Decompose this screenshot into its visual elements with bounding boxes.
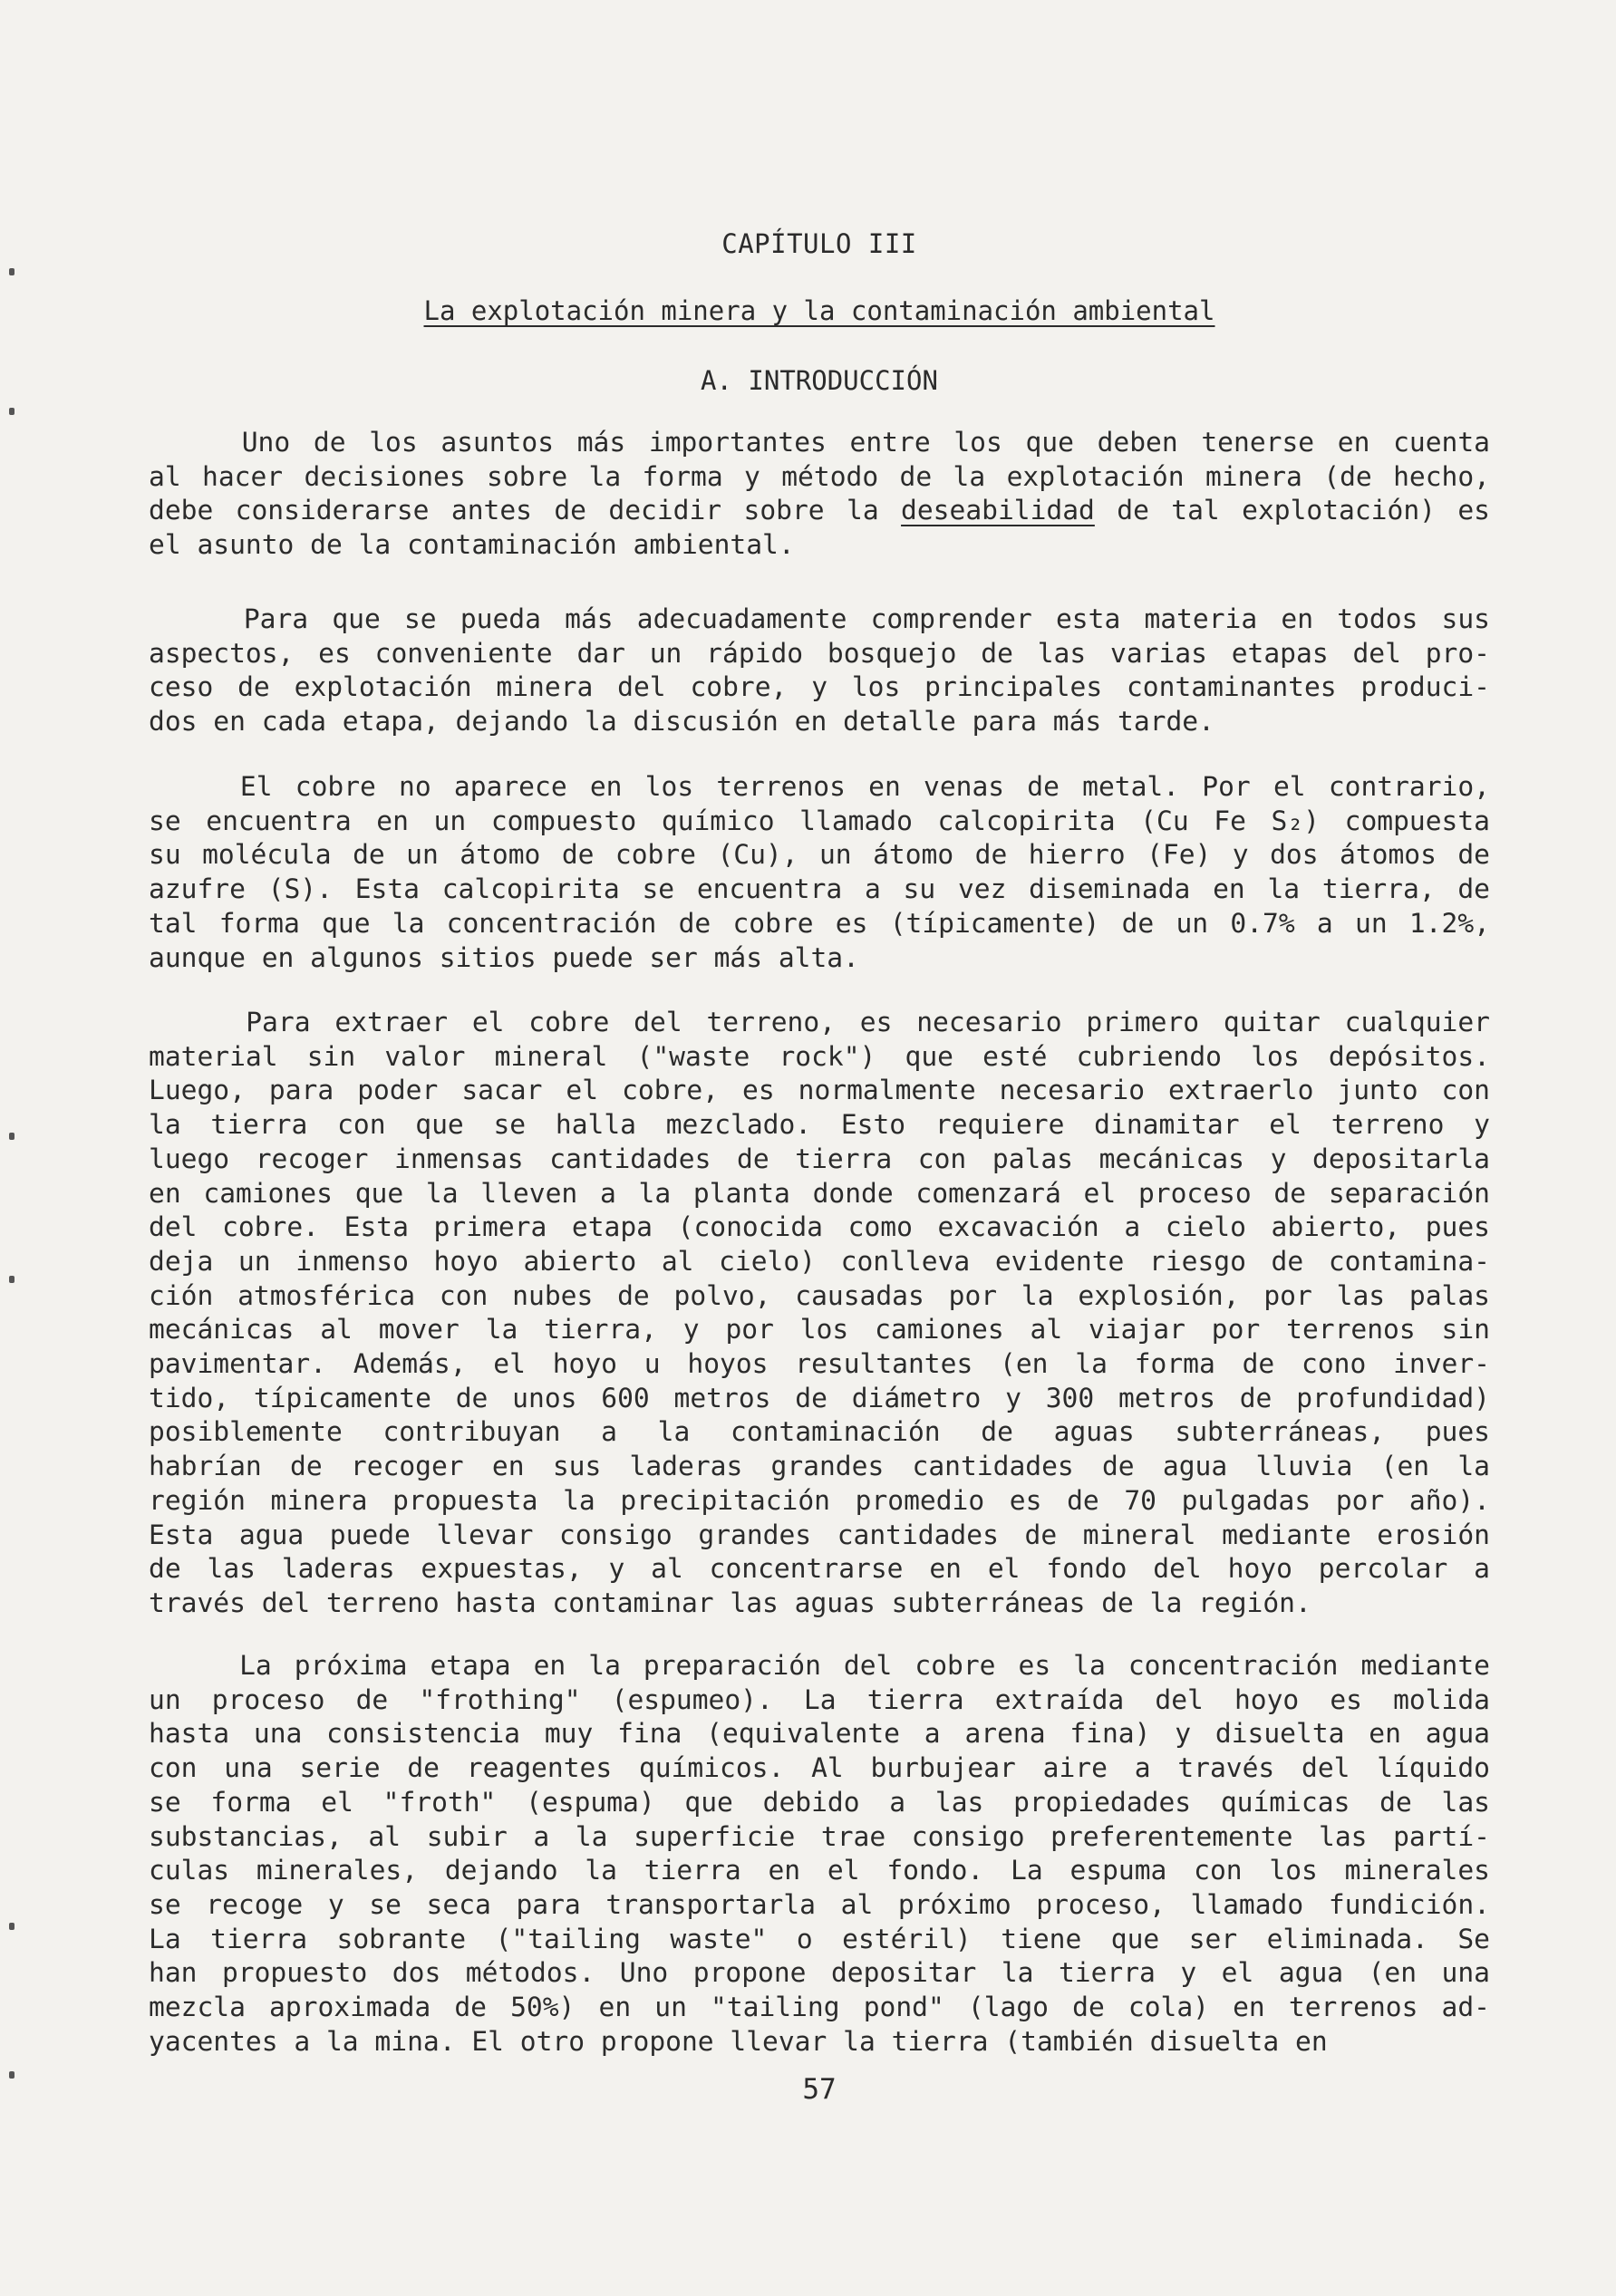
text-line: dos en cada etapa, dejando la discusión en detalle para más tarde. xyxy=(149,706,1214,738)
text-line: Para extraer el cobre del terreno, es necesario primero quitar cualquier xyxy=(149,1007,1490,1037)
text-line: Esta agua puede llevar consigo grandes cantidades de mineral mediante erosión xyxy=(149,1519,1490,1550)
margin-mark xyxy=(9,1276,15,1283)
text-line: aunque en algunos sitios puede ser más alta. xyxy=(149,941,859,973)
page-number: 57 xyxy=(802,2073,837,2106)
paragraph-1 xyxy=(149,426,1490,563)
text-line: El cobre no aparece en los terrenos en venas de metal. Por el contrario, xyxy=(149,771,1490,802)
text-line: aspectos, es conveniente dar un rápido bosquejo de las varias etapas del pro- xyxy=(149,637,1490,669)
text-line: su molécula de un átomo de cobre (Cu), un átomo de hierro (Fe) y dos átomos de xyxy=(149,839,1490,871)
text-line: mecánicas al mover la tierra, y por los camiones al viajar por terrenos sin xyxy=(149,1314,1490,1346)
text-line: deja un inmenso hoyo abierto al cielo) conlleva evidente riesgo de contamina- xyxy=(149,1245,1490,1277)
margin-mark xyxy=(9,408,15,415)
text-line: material sin valor mineral ("waste rock") que esté cubriendo los depósitos. xyxy=(149,1040,1490,1072)
text-line: tido, típicamente de unos 600 metros de diámetro y 300 metros de profundidad) xyxy=(149,1382,1490,1413)
text-line: pavimentar. Además, el hoyo u hoyos resultantes (en la forma de cono inver- xyxy=(149,1348,1490,1380)
margin-mark xyxy=(9,2071,15,2079)
text-line: ción atmosférica con nubes de polvo, causadas por la explosión, por las palas xyxy=(149,1279,1490,1311)
text-line: La tierra sobrante ("tailing waste" o estéril) tiene que ser eliminada. Se xyxy=(149,1923,1490,1954)
text-line: de las laderas expuestas, y al concentrarse en el fondo del hoyo percolar a xyxy=(149,1553,1490,1585)
text-line: región minera propuesta la precipitación promedio es de 70 pulgadas por año). xyxy=(149,1484,1490,1516)
text-line: un proceso de "frothing" (espumeo). La tierra extraída del hoyo es molida xyxy=(149,1683,1490,1715)
text-line: del cobre. Esta primera etapa (conocida como excavación a cielo abierto, pues xyxy=(149,1211,1490,1243)
paragraph-5 xyxy=(149,1649,1490,2059)
section-heading: A. INTRODUCCIÓN xyxy=(701,365,938,396)
text-line: en camiones que la lleven a la planta donde comenzará el proceso de separación xyxy=(149,1177,1490,1209)
text-line: tal forma que la concentración de cobre es (típicamente) de un 0.7% a un 1.2%, xyxy=(149,907,1490,939)
text-line: yacentes a la mina. El otro propone llevar la tierra (también disuelta en xyxy=(149,2025,1328,2057)
paragraph-3 xyxy=(149,770,1490,975)
text-line: La próxima etapa en la preparación del cobre es la concentración mediante xyxy=(149,1650,1490,1681)
text-line: con una serie de reagentes químicos. Al burbujear aire a través del líquido xyxy=(149,1752,1490,1784)
margin-mark xyxy=(9,1133,15,1140)
text-line: mezcla aproximada de 50%) en un "tailing pond" (lago de cola) en terrenos ad- xyxy=(149,1992,1490,2023)
margin-mark xyxy=(9,268,15,275)
text-line: se forma el "froth" (espuma) que debido a las propiedades químicas de las xyxy=(149,1786,1490,1818)
text-line: Uno de los asuntos más importantes entre los que deben tenerse en cuenta xyxy=(149,427,1490,458)
text-line: luego recoger inmensas cantidades de tierra con palas mecánicas y depositarla xyxy=(149,1143,1490,1174)
text-line: habrían de recoger en sus laderas grandes cantidades de agua lluvia (en la xyxy=(149,1451,1490,1482)
chapter-heading: CAPÍTULO III xyxy=(721,228,917,259)
text-line: posiblemente contribuyan a la contaminación de aguas subterráneas, pues xyxy=(149,1416,1490,1448)
text-line: se recoge y se seca para transportarla al próximo proceso, llamado fundición. xyxy=(149,1888,1490,1920)
text-line: través del terreno hasta contaminar las aguas subterráneas de la región. xyxy=(149,1587,1311,1618)
text-line: ceso de explotación minera del cobre, y los principales contaminantes produci- xyxy=(149,671,1490,703)
paragraph-2 xyxy=(149,603,1490,739)
text-line: el asunto de la contaminación ambiental. xyxy=(149,529,795,561)
text-line: azufre (S). Esta calcopirita se encuentra a su vez diseminada en la tierra, de xyxy=(149,873,1490,905)
text-line: substancias, al subir a la superficie trae consigo preferentemente las partí- xyxy=(149,1820,1490,1852)
text-line: Luego, para poder sacar el cobre, es normalmente necesario extraerlo junto con xyxy=(149,1075,1490,1106)
text-line: al hacer decisiones sobre la forma y método de la explotación minera (de hecho, xyxy=(149,460,1490,492)
underlined-word: deseabilidad xyxy=(901,495,1095,526)
paragraph-4 xyxy=(149,1006,1490,1621)
text-line: culas minerales, dejando la tierra en el fondo. La espuma con los minerales xyxy=(149,1855,1490,1886)
text-line: la tierra con que se halla mezclado. Esto requiere dinamitar el terreno y xyxy=(149,1109,1490,1141)
text-line: se encuentra en un compuesto químico llamado calcopirita (Cu Fe S₂) compuesta xyxy=(149,805,1490,836)
margin-mark xyxy=(9,1923,15,1930)
text-line: debe considerarse antes de decidir sobre la deseabilidad de tal explotación) es xyxy=(149,495,1490,526)
text-line: han propuesto dos métodos. Uno propone depositar la tierra y el agua (en una xyxy=(149,1957,1490,1989)
text-line: Para que se pueda más adecuadamente comprender esta materia en todos sus xyxy=(149,603,1490,634)
text-line: hasta una consistencia muy fina (equivalente a arena fina) y disuelta en agua xyxy=(149,1718,1490,1750)
chapter-title: La explotación minera y la contaminación ambiental xyxy=(423,295,1215,326)
